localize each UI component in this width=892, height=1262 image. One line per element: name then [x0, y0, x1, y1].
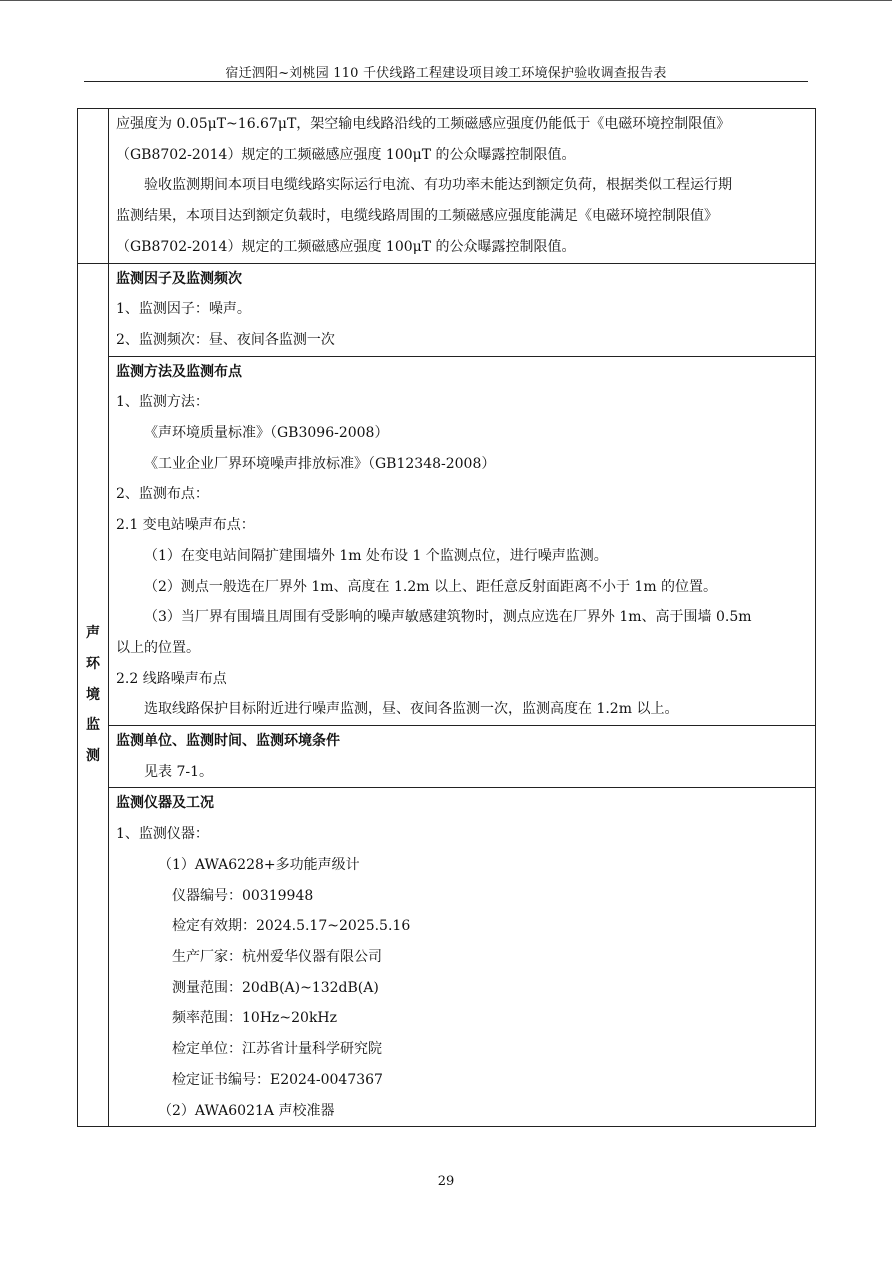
- section-heading: 监测单位、监测时间、监测环境条件: [116, 733, 340, 750]
- factor-line: 1、监测因子：噪声。: [116, 301, 251, 318]
- paragraph-line: 验收监测期间本项目电缆线路实际运行电流、有功功率未能达到额定负荷，根据类似工程运行期: [144, 177, 732, 194]
- table-row-unit: [78, 726, 816, 788]
- content-cell-instrument: [109, 788, 816, 1127]
- paragraph-line: 应强度为 0.05μT~16.67μT，架空输电线路沿线的工频磁感应强度仍能低于《电磁环境控制限值》: [116, 116, 731, 132]
- paragraph-line: （GB8702-2014）规定的工频磁感应强度 100μT 的公众曝露控制限值。: [116, 146, 576, 163]
- report-table: [77, 108, 816, 1127]
- instrument-detail: 检定证书编号：E2024-0047367: [172, 1071, 383, 1088]
- layout-title: 2、监测布点：: [116, 486, 209, 503]
- standard-line: 《工业企业厂界环境噪声排放标准》（GB12348-2008）: [144, 455, 496, 472]
- section-label-noise-monitoring: [78, 263, 109, 1127]
- content-cell-method: [109, 356, 816, 725]
- section-heading: 监测仪器及工况: [116, 795, 214, 812]
- substation-point-continued: 以上的位置。: [116, 639, 200, 656]
- method-title: 1、监测方法：: [116, 394, 209, 411]
- section-label-char: 境: [86, 686, 100, 703]
- page-number: 29: [437, 1174, 455, 1189]
- instrument-name: （2）AWA6021A 声校准器: [158, 1102, 335, 1119]
- instrument-detail: 生产厂家：杭州爱华仪器有限公司: [172, 948, 382, 965]
- section-label-char: 监: [86, 717, 100, 734]
- line-noise-title: 2.2 线路噪声布点: [116, 670, 227, 687]
- instrument-detail: 频率范围：10Hz~20kHz: [172, 1010, 338, 1027]
- table-row-factor: [78, 263, 816, 356]
- report-header-title: 宿迁泗阳~刘桃园 110 千伏线路工程建设项目竣工环境保护验收调查报告表: [225, 66, 667, 81]
- section-heading: 监测方法及监测布点: [116, 363, 242, 380]
- paragraph-line: 监测结果，本项目达到额定负载时，电缆线路周围的工频磁感应强度能满足《电磁环境控制限值》: [116, 208, 718, 225]
- paragraph-line: （GB8702-2014）规定的工频磁感应强度 100μT 的公众曝露控制限值。: [116, 238, 576, 255]
- table-row-method: [78, 356, 816, 725]
- instrument-detail: 检定单位：江苏省计量科学研究院: [172, 1041, 382, 1058]
- content-cell-factor: [109, 263, 816, 356]
- section-label-char: 声: [86, 625, 100, 642]
- table-row-instrument: [78, 788, 816, 1127]
- standard-line: 《声环境质量标准》（GB3096-2008）: [144, 425, 389, 442]
- unit-text: 见表 7-1。: [144, 763, 213, 780]
- instrument-name: （1）AWA6228+多功能声级计: [158, 856, 360, 873]
- substation-point: （2）测点一般选在厂界外 1m、高度在 1.2m 以上、距任意反射面距离不小于 1m 的位置。: [144, 578, 718, 595]
- substation-point: （3）当厂界有围墙且周围有受影响的噪声敏感建筑物时，测点应选在厂界外 1m、高于围墙 0.5m: [144, 609, 752, 626]
- substation-title: 2.1 变电站噪声布点：: [116, 517, 255, 534]
- section-label-char: 环: [86, 655, 100, 672]
- instrument-detail: 检定有效期：2024.5.17~2025.5.16: [172, 918, 411, 935]
- instrument-detail: 测量范围：20dB(A)~132dB(A): [172, 979, 379, 996]
- table-row-electromagnetic-conclusion: [78, 109, 816, 264]
- content-cell-conclusion: [109, 109, 816, 264]
- frequency-line: 2、监测频次：昼、夜间各监测一次: [116, 331, 335, 348]
- line-noise-text: 选取线路保护目标附近进行噪声监测，昼、夜间各监测一次，监测高度在 1.2m 以上。: [144, 701, 679, 718]
- instrument-title: 1、监测仪器：: [116, 826, 209, 843]
- content-cell-unit: [109, 726, 816, 788]
- section-label-char: 测: [86, 747, 100, 764]
- page-top-border: [0, 0, 892, 1]
- section-heading: 监测因子及监测频次: [116, 270, 242, 287]
- substation-point: （1）在变电站间隔扩建围墙外 1m 处布设 1 个监测点位，进行噪声监测。: [144, 547, 608, 564]
- instrument-detail: 仪器编号：00319948: [172, 887, 314, 904]
- label-cell-empty: [78, 109, 109, 264]
- header-rule: [84, 81, 808, 82]
